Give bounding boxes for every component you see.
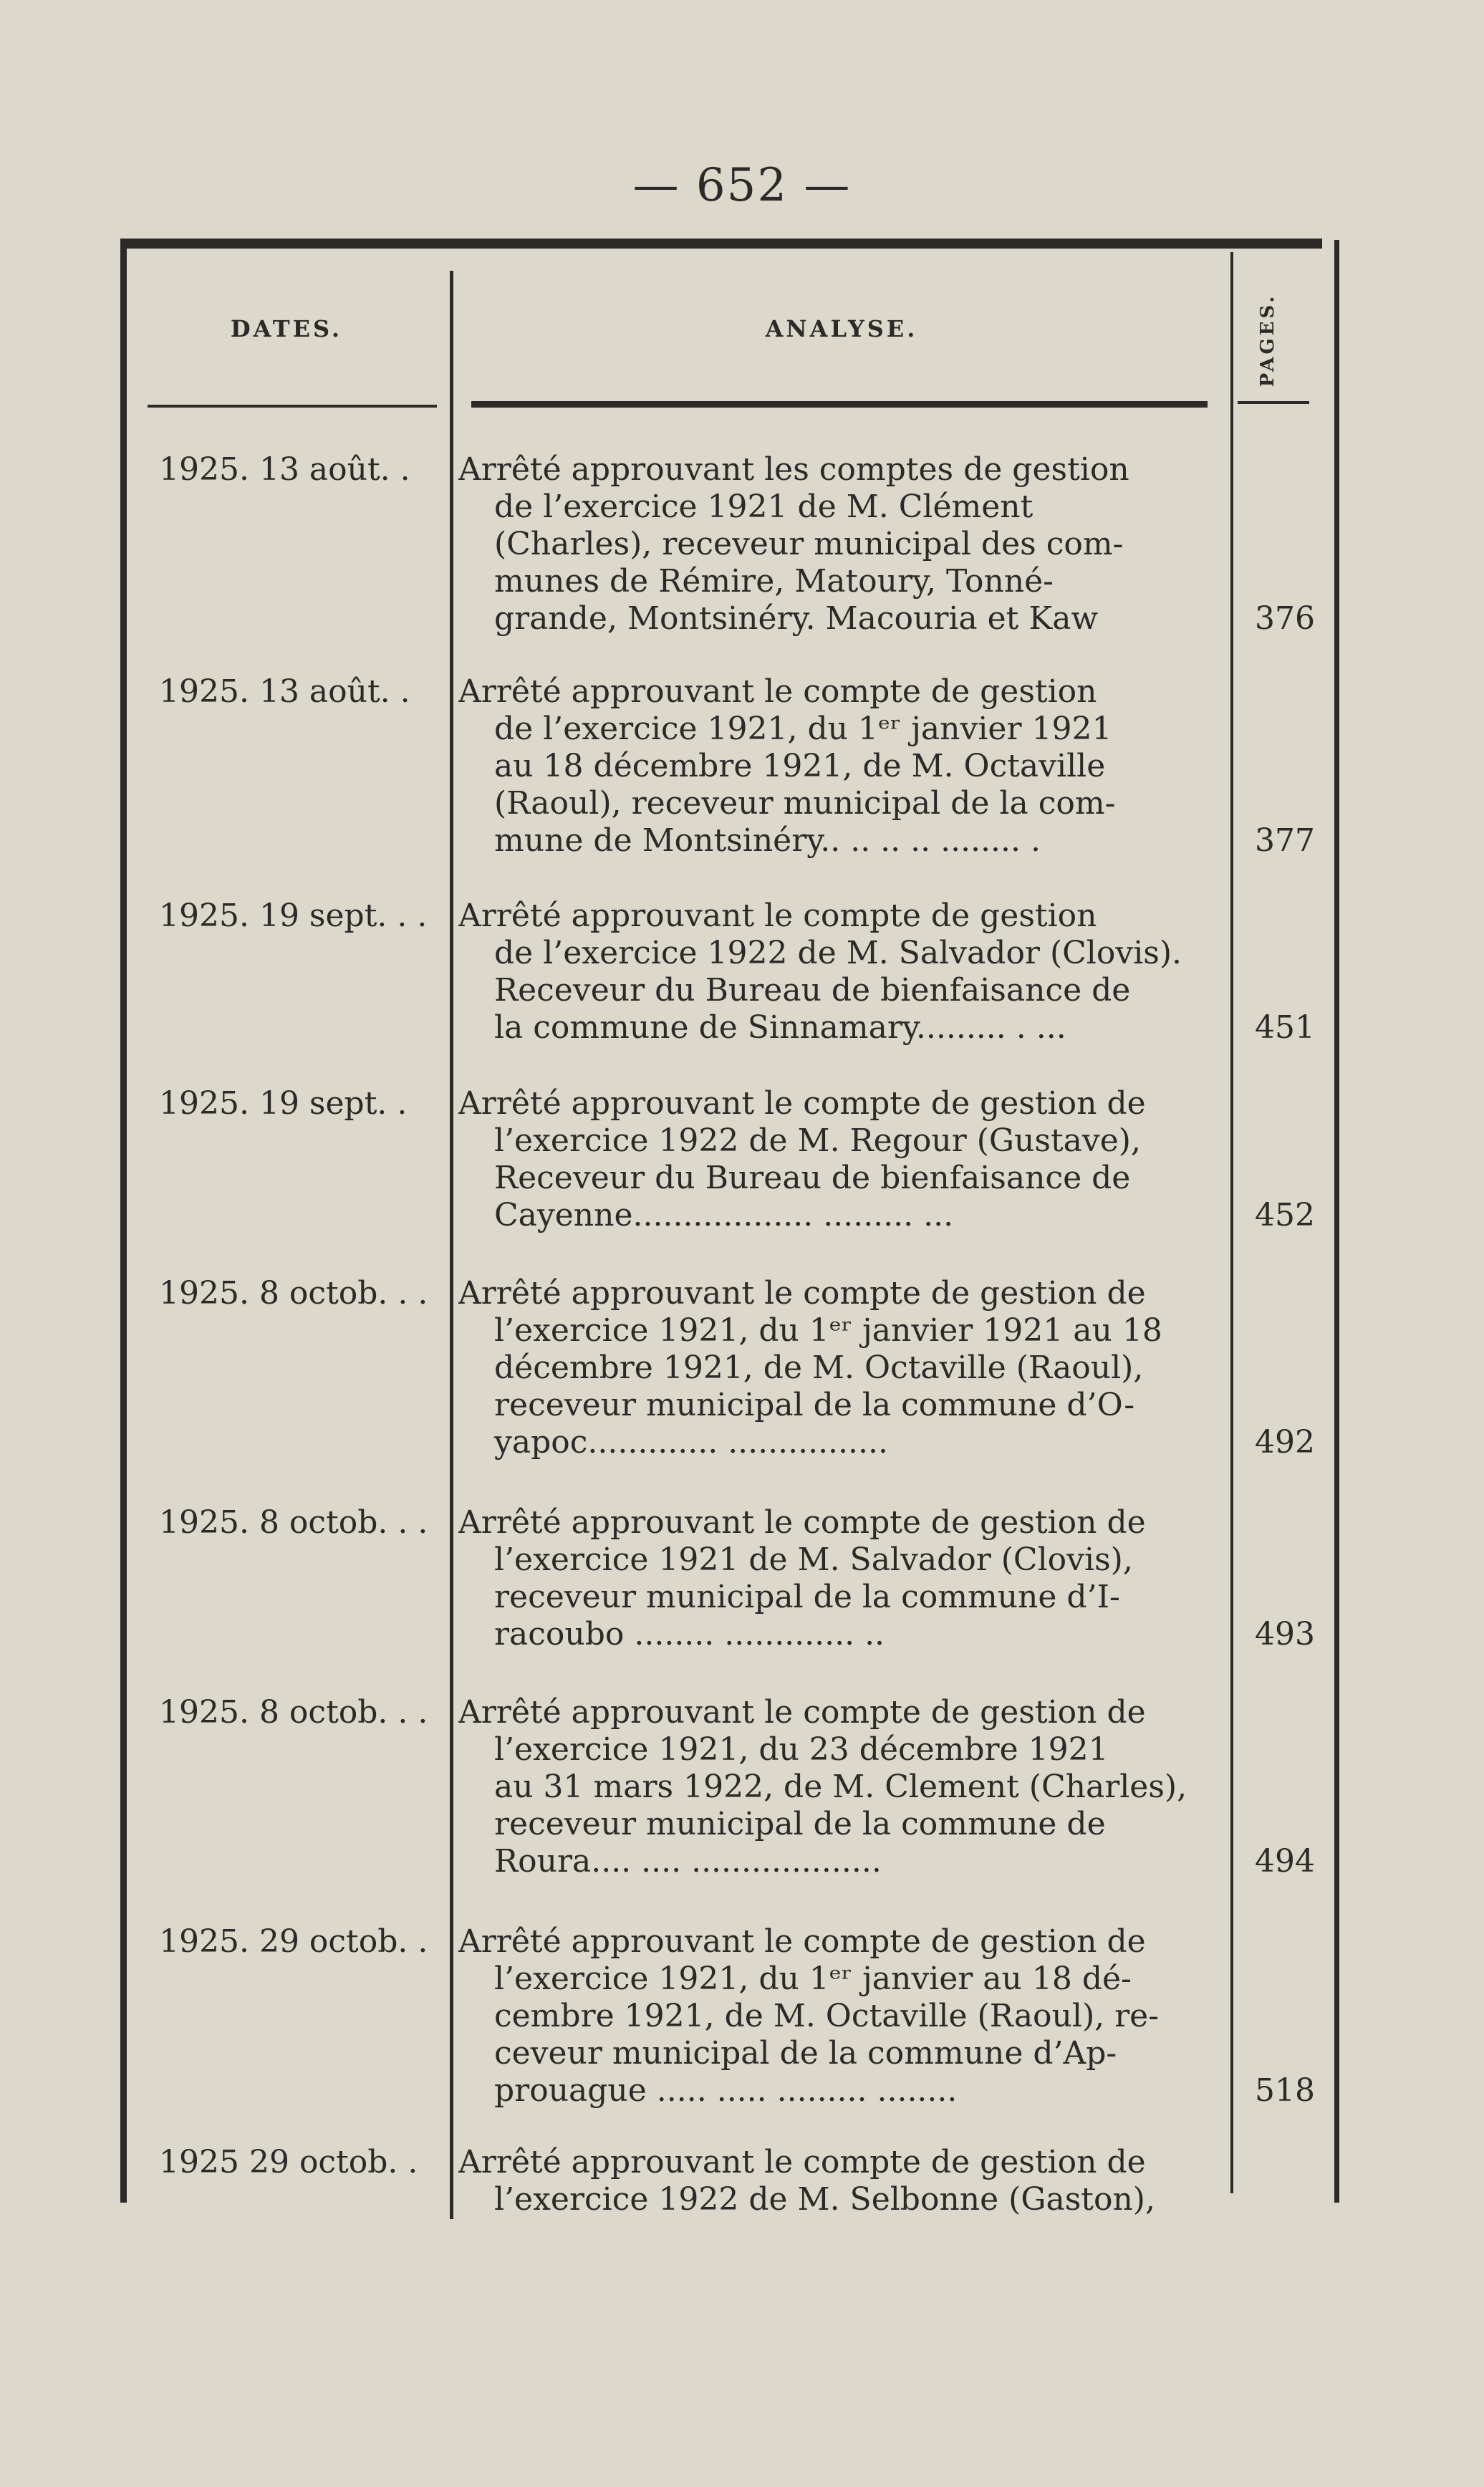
entry-line: ceveur municipal de la commune d’Ap- (494, 2035, 1117, 2072)
entry-date: 1925. 19 sept. . . (159, 898, 428, 934)
entry-page-number: 492 (1255, 1424, 1315, 1461)
entry-line: munes de Rémire, Matoury, Tonné- (494, 563, 1054, 600)
entry-line: de l’exercice 1921, du 1ᵉʳ janvier 1921 (494, 711, 1112, 747)
entry-page-number: 452 (1255, 1197, 1315, 1233)
entry-line: grande, Montsinéry. Macouria et Kaw (494, 600, 1099, 637)
entry-analysis (458, 673, 1218, 860)
entry-line: Arrêté approuvant le compte de gestion de (458, 2144, 1146, 2180)
entry-analysis (458, 2144, 1218, 2218)
entry-line: Cayenne.................. ......... ... (494, 1197, 954, 1233)
entry-line: de l’exercice 1922 de M. Salvador (Clovis). (494, 935, 1182, 971)
entry-line: (Charles), receveur municipal des com- (494, 526, 1124, 562)
entry-analysis (458, 1085, 1218, 1234)
entry-line: (Raoul), receveur municipal de la com- (494, 785, 1116, 822)
header-analysis: ANALYSE. (765, 315, 918, 342)
page-number: — 652 — (632, 159, 852, 212)
entry-date: 1925 29 octob. . (159, 2144, 418, 2180)
entry-page-number: 377 (1255, 822, 1315, 859)
entry-line: Receveur du Bureau de bienfaisance de (494, 1160, 1131, 1196)
entry-line: Receveur du Bureau de bienfaisance de (494, 972, 1131, 1009)
entry-analysis (458, 898, 1218, 1047)
entry-page-number: 494 (1255, 1843, 1315, 1880)
entry-analysis (458, 1694, 1218, 1880)
entry-line: receveur municipal de la commune de (494, 1806, 1106, 1842)
entry-line: receveur municipal de la commune d’I- (494, 1579, 1120, 1615)
entry-line: l’exercice 1921 de M. Salvador (Clovis), (494, 1541, 1133, 1578)
entry-line: receveur municipal de la commune d’O- (494, 1387, 1135, 1423)
entry-line: Arrêté approuvant le compte de gestion de (458, 1923, 1146, 1960)
entry-line: Arrêté approuvant le compte de gestion de (458, 1694, 1146, 1731)
header-dates: DATES. (230, 315, 343, 342)
entry-line: prouague ..... ..... ......... ........ (494, 2072, 958, 2109)
header-pages: PAGES. (1257, 293, 1278, 388)
entry-line: Arrêté approuvant le compte de gestion (458, 898, 1097, 934)
entry-line: Arrêté approuvant le compte de gestion de (458, 1275, 1146, 1312)
entry-analysis (458, 1923, 1218, 2110)
entry-line: cembre 1921, de M. Octaville (Raoul), re- (494, 1998, 1160, 2034)
entry-line: au 18 décembre 1921, de M. Octaville (494, 748, 1106, 784)
entry-date: 1925. 8 octob. . . (159, 1275, 428, 1312)
entry-line: Arrêté approuvant le compte de gestion (458, 673, 1097, 710)
entry-line: Arrêté approuvant le compte de gestion de (458, 1085, 1146, 1122)
entry-date: 1925. 29 octob. . (159, 1923, 428, 1960)
entry-line: la commune de Sinnamary......... . ... (494, 1009, 1066, 1046)
entry-analysis (458, 1504, 1218, 1653)
entry-date: 1925. 8 octob. . . (159, 1694, 428, 1731)
header-rule-dates (148, 405, 437, 408)
entry-page-number: 376 (1255, 600, 1315, 637)
entry-date: 1925. 8 octob. . . (159, 1504, 428, 1541)
entry-line: l’exercice 1921, du 1ᵉʳ janvier 1921 au 18 (494, 1312, 1162, 1349)
entry-page-number: 518 (1255, 2072, 1315, 2109)
entry-date: 1925. 19 sept. . (159, 1085, 408, 1122)
pages-column-divider (1230, 252, 1233, 2193)
entry-line: Roura.... .... ................... (494, 1843, 882, 1880)
header-rule-analysis (471, 401, 1208, 408)
entry-line: Arrêté approuvant les comptes de gestion (458, 451, 1129, 488)
entry-line: l’exercice 1921, du 23 décembre 1921 (494, 1731, 1109, 1768)
entry-date: 1925. 13 août. . (159, 451, 410, 488)
header-rule-pages (1238, 401, 1309, 404)
entry-line: racoubo ........ ............. .. (494, 1616, 885, 1653)
entry-page-number: 493 (1255, 1616, 1315, 1653)
entry-line: de l’exercice 1921 de M. Clément (494, 489, 1034, 525)
entry-page-number: 451 (1255, 1009, 1315, 1046)
dates-column-divider (450, 271, 453, 2219)
entry-line: mune de Montsinéry.. .. .. .. ........ . (494, 822, 1041, 859)
entry-line: décembre 1921, de M. Octaville (Raoul), (494, 1350, 1144, 1386)
entry-line: l’exercice 1921, du 1ᵉʳ janvier au 18 dé- (494, 1961, 1132, 1997)
entry-analysis (458, 451, 1218, 638)
entry-line: au 31 mars 1922, de M. Clement (Charles), (494, 1769, 1187, 1805)
entry-line: Arrêté approuvant le compte de gestion de (458, 1504, 1146, 1541)
entry-date: 1925. 13 août. . (159, 673, 410, 710)
entry-line: l’exercice 1922 de M. Regour (Gustave), (494, 1122, 1141, 1159)
entry-line: l’exercice 1922 de M. Selbonne (Gaston), (494, 2181, 1155, 2218)
entry-analysis (458, 1275, 1218, 1461)
entry-line: yapoc............. ................ (494, 1424, 888, 1461)
